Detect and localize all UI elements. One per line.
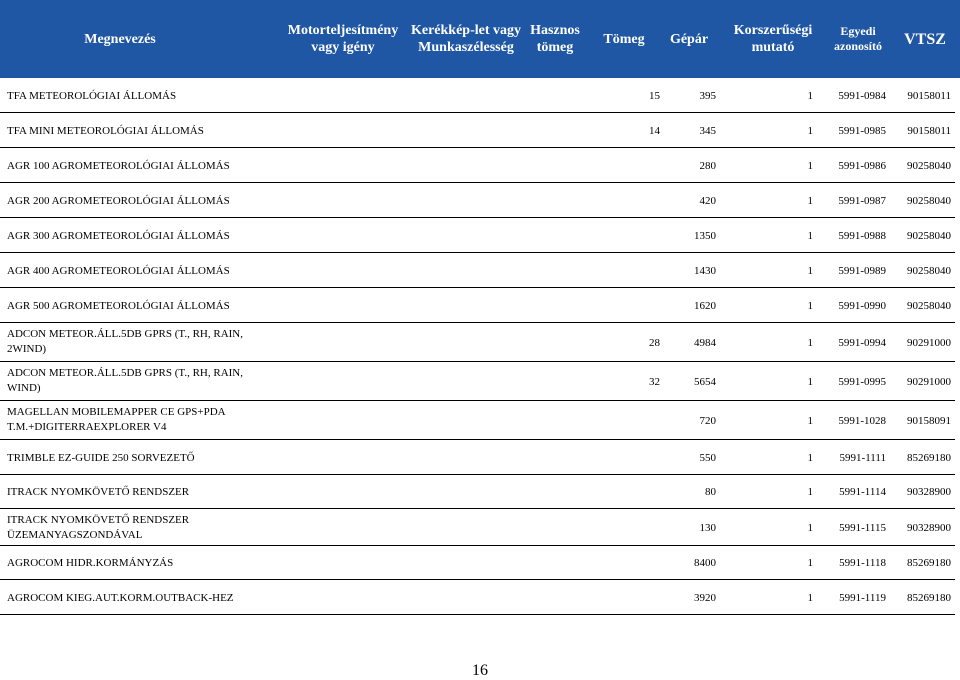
cell-megnevezes: AGR 200 AGROMETEOROLÓGIAI ÁLLOMÁS [7,195,230,207]
table-row [0,288,960,323]
table-row [0,148,960,183]
cell-vtsz: 90258040 [907,265,951,277]
cell-megnevezes: ITRACK NYOMKÖVETŐ RENDSZER ÜZEMANYAGSZONDÁVAL [7,514,190,541]
cell-gepar: 1430 [694,265,716,277]
header-hasznos-tomeg: Hasznos tömeg [530,23,580,55]
cell-egyedi: 5991-0988 [838,230,886,242]
cell-egyedi: 5991-1119 [839,592,886,604]
cell-megnevezes: TFA MINI METEOROLÓGIAI ÁLLOMÁS [7,125,204,137]
cell-egyedi: 5991-1118 [839,557,886,569]
table-row [0,323,960,362]
cell-tomeg: 14 [649,125,660,137]
table-row [0,218,960,253]
cell-gepar: 3920 [694,592,716,604]
header-motorteljesitmeny: Motorteljesítmény vagy igény [287,23,399,55]
header-kerekkep: Kerékkép-let vagy Munkaszélesség [410,23,522,55]
cell-korsz: 1 [807,415,813,427]
cell-vtsz: 85269180 [907,452,951,464]
cell-megnevezes: AGROCOM KIEG.AUT.KORM.OUTBACK-HEZ [7,592,234,604]
cell-vtsz: 90158011 [907,125,951,137]
cell-megnevezes: AGROCOM HIDR.KORMÁNYZÁS [7,557,174,569]
cell-egyedi: 5991-0987 [838,195,886,207]
cell-korsz: 1 [807,230,813,242]
header-megnevezes: Megnevezés [84,31,156,47]
cell-megnevezes: AGR 500 AGROMETEOROLÓGIAI ÁLLOMÁS [7,300,230,312]
cell-vtsz: 90158091 [907,415,951,427]
cell-megnevezes: ITRACK NYOMKÖVETŐ RENDSZER [7,486,190,498]
cell-vtsz: 90258040 [907,300,951,312]
cell-korsz: 1 [807,557,813,569]
cell-korsz: 1 [807,125,813,137]
cell-megnevezes: TFA METEOROLÓGIAI ÁLLOMÁS [7,90,177,102]
cell-korsz: 1 [807,90,813,102]
cell-korsz: 1 [807,592,813,604]
cell-gepar: 550 [699,452,716,464]
cell-korsz: 1 [807,486,813,498]
cell-gepar: 420 [699,195,716,207]
cell-korsz: 1 [807,300,813,312]
cell-megnevezes: MAGELLAN MOBILEMAPPER CE GPS+PDA T.M.+DIGITERRAEXPLORER V4 [7,406,225,433]
header-gepar: Gépár [669,31,709,47]
cell-tomeg: 28 [649,337,660,349]
cell-vtsz: 90258040 [907,230,951,242]
cell-gepar: 1620 [694,300,716,312]
header-tomeg: Tömeg [603,31,645,47]
cell-egyedi: 5991-0984 [838,90,886,102]
cell-megnevezes: AGR 100 AGROMETEOROLÓGIAI ÁLLOMÁS [7,160,230,172]
cell-vtsz: 85269180 [907,592,951,604]
table-row [0,509,960,546]
table-row [0,401,960,440]
cell-vtsz: 85269180 [907,557,951,569]
cell-korsz: 1 [807,265,813,277]
header-egyedi: Egyedi azonosító [834,24,882,53]
cell-megnevezes: ADCON METEOR.ÁLL.5DB GPRS (T., RH, RAIN, 2WIND) [7,328,243,355]
cell-vtsz: 90258040 [907,160,951,172]
cell-gepar: 5654 [694,376,716,388]
page-number: 16 [472,662,488,679]
cell-megnevezes: AGR 400 AGROMETEOROLÓGIAI ÁLLOMÁS [7,265,230,277]
cell-egyedi: 5991-0989 [838,265,886,277]
cell-egyedi: 5991-0990 [838,300,886,312]
table-row [0,253,960,288]
table-row [0,440,960,475]
table-row [0,546,960,580]
cell-korsz: 1 [807,376,813,388]
table-row [0,78,960,113]
cell-korsz: 1 [807,337,813,349]
cell-gepar: 130 [699,522,716,534]
cell-gepar: 1350 [694,230,716,242]
cell-vtsz: 90258040 [907,195,951,207]
cell-egyedi: 5991-1111 [839,452,886,464]
cell-gepar: 720 [699,415,716,427]
cell-egyedi: 5991-0986 [838,160,886,172]
cell-korsz: 1 [807,452,813,464]
table-header [0,0,960,78]
cell-gepar: 4984 [694,337,716,349]
cell-vtsz: 90328900 [907,486,951,498]
table-row [0,580,960,615]
cell-egyedi: 5991-1114 [839,486,886,498]
cell-megnevezes: AGR 300 AGROMETEOROLÓGIAI ÁLLOMÁS [7,230,230,242]
table-row [0,113,960,148]
cell-gepar: 395 [699,90,716,102]
cell-megnevezes: ADCON METEOR.ÁLL.5DB GPRS (T., RH, RAIN, WIND) [7,367,243,394]
cell-tomeg: 15 [649,90,660,102]
cell-megnevezes: TRIMBLE EZ-GUIDE 250 SORVEZETŐ [7,452,195,464]
cell-korsz: 1 [807,160,813,172]
table-row [0,475,960,509]
cell-gepar: 8400 [694,557,716,569]
cell-vtsz: 90328900 [907,522,951,534]
header-vtsz: VTSZ [904,30,946,48]
cell-egyedi: 5991-1115 [839,522,886,534]
row-divider [0,614,955,615]
cell-gepar: 280 [699,160,716,172]
cell-gepar: 80 [705,486,716,498]
cell-vtsz: 90291000 [907,376,951,388]
table-row [0,362,960,401]
cell-gepar: 345 [699,125,716,137]
cell-korsz: 1 [807,522,813,534]
table-row [0,183,960,218]
cell-korsz: 1 [807,195,813,207]
cell-tomeg: 32 [649,376,660,388]
cell-egyedi: 5991-0995 [838,376,886,388]
cell-vtsz: 90158011 [907,90,951,102]
header-korszerusegi: Korszerűségi mutató [733,23,813,55]
cell-egyedi: 5991-0985 [838,125,886,137]
cell-vtsz: 90291000 [907,337,951,349]
cell-egyedi: 5991-0994 [838,337,886,349]
cell-egyedi: 5991-1028 [838,415,886,427]
